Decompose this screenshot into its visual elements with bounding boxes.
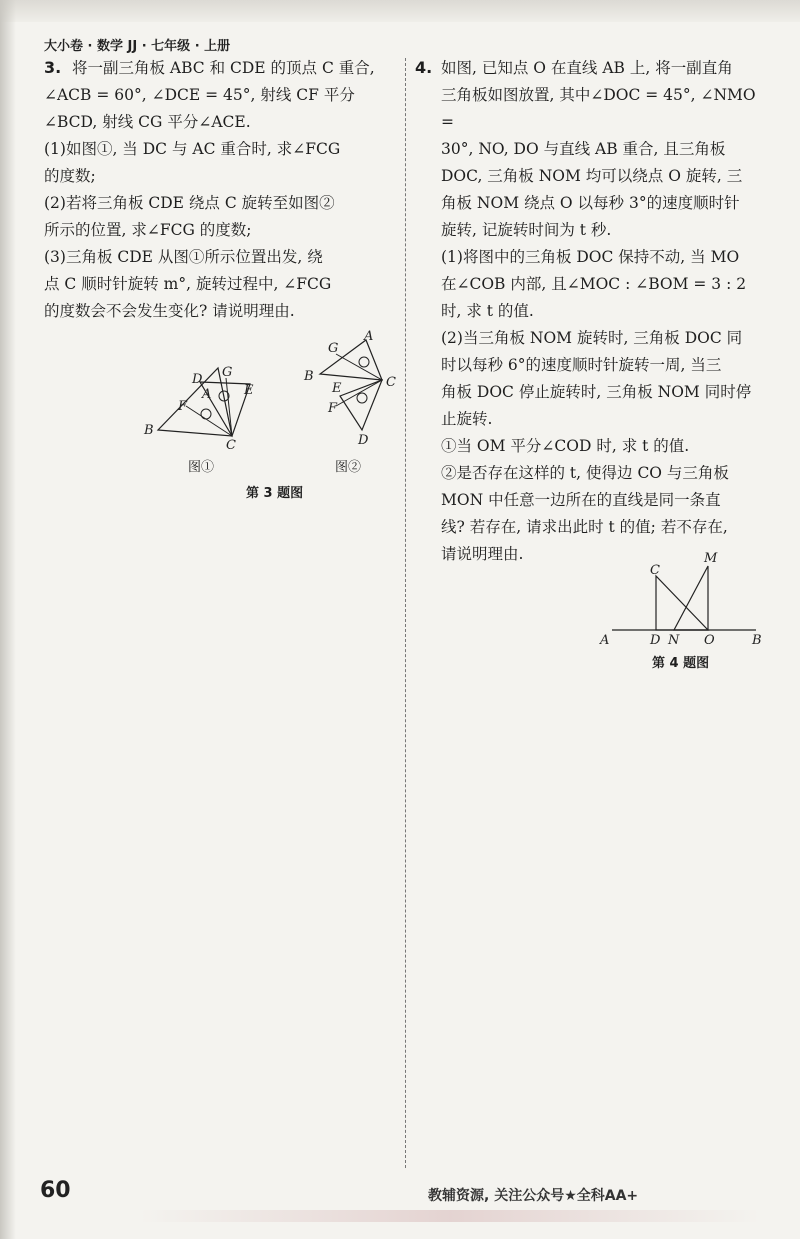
q3-figure-1 [140,358,270,450]
question-3-text [44,55,398,325]
q4-line: MON 中任意一边所在的直线是同一条直 [441,491,721,509]
scan-bottom-smudge [140,1210,760,1222]
point-label-g: G [222,365,233,380]
point-label-g: G [328,341,339,356]
figure-3-caption: 第 3 题图 [246,486,304,501]
q4-figure [596,548,771,648]
q3-line: 将一副三角板 ABC 和 CDE 的顶点 C 重合, [72,59,375,77]
running-header: 大小卷 · 数学 JJ · 七年级 · 上册 [44,39,231,54]
q4-line: (2)当三角板 NOM 旋转时, 三角板 DOC 同 [441,329,743,347]
point-label-f: F [178,399,188,414]
triangle-doc [656,576,708,630]
triangle-cde [340,380,382,430]
figure-4-caption: 第 4 题图 [652,656,710,671]
footer-note: 教辅资源, 关注公众号★全科AA+ [428,1188,639,1204]
q4-line: (1)将图中的三角板 DOC 保持不动, 当 MO [441,248,740,266]
column-divider [405,58,406,1168]
q4-line: 角板 DOC 停止旋转时, 三角板 NOM 同时停 [441,383,752,401]
q3-line: (1)如图①, 当 DC 与 AC 重合时, 求∠FCG [44,140,341,158]
point-label-f: F [328,401,338,416]
figure-2-label: 图② [335,460,362,475]
q3-line: (3)三角板 CDE 从图①所示位置出发, 绕 [44,248,323,266]
q4-line: 止旋转. [441,410,493,428]
scan-left-shadow [0,0,16,1239]
q4-line: 30°, NO, DO 与直线 AB 重合, 且三角板 [441,140,726,158]
q4-line: 请说明理由. [441,545,524,563]
question-4-number: 4. [415,58,433,77]
q3-figure-2 [300,330,410,452]
q4-line: 时, 求 t 的值. [441,302,534,320]
q3-line: 所示的位置, 求∠FCG 的度数; [44,221,252,239]
q4-line: 在∠COB 内部, 且∠MOC : ∠BOM = 3 : 2 [441,275,747,293]
point-label-d: D [650,633,661,648]
point-label-b: B [144,423,154,438]
q3-line: 的度数; [44,167,96,185]
question-3-number: 3. [44,58,62,77]
point-label-e: E [332,381,342,396]
q3-line: ∠ACB = 60°, ∠DCE = 45°, 射线 CF 平分 [44,86,355,104]
scan-top-edge [0,0,800,22]
q4-line: 时以每秒 6°的速度顺时针旋转一周, 当三 [441,356,722,374]
page-number: 60 [40,1178,71,1203]
hole-circle [359,357,369,367]
point-label-m: M [704,551,718,566]
q3-line: 点 C 顺时针旋转 m°, 旋转过程中, ∠FCG [44,275,332,293]
q4-line: 角板 NOM 绕点 O 以每秒 3°的速度顺时针 [441,194,740,212]
q4-line: 线? 若存在, 请求出此时 t 的值; 若不存在, [441,518,728,536]
point-label-n: N [668,633,680,648]
point-label-d: D [192,372,203,387]
point-label-d: D [358,433,369,448]
q4-line: ①当 OM 平分∠COD 时, 求 t 的值. [441,437,690,455]
point-label-c: C [226,438,236,450]
q4-line: DOC, 三角板 NOM 均可以绕点 O 旋转, 三 [441,167,743,185]
q4-line: 如图, 已知点 O 在直线 AB 上, 将一副直角 [441,59,733,77]
q3-line: ∠BCD, 射线 CG 平分∠ACE. [44,113,251,131]
point-label-a: A [202,387,212,402]
q3-line: (2)若将三角板 CDE 绕点 C 旋转至如图② [44,194,335,212]
point-label-a: A [600,633,610,648]
q4-line: 三角板如图放置, 其中∠DOC = 45°, ∠NMO = [441,86,756,131]
point-label-c: C [650,563,660,578]
q4-line: ②是否存在这样的 t, 使得边 CO 与三角板 [441,464,729,482]
point-label-b: B [304,369,314,384]
hole-circle [201,409,211,419]
point-label-e: E [244,383,254,398]
question-4-text [441,55,771,568]
figure-1-label: 图① [188,460,215,475]
q3-line: 的度数会不会发生变化? 请说明理由. [44,302,295,320]
point-label-o: O [704,633,715,648]
point-label-c: C [386,375,396,390]
triangle-nom [674,566,708,630]
point-label-b: B [752,633,762,648]
q4-line: 旋转, 记旋转时间为 t 秒. [441,221,612,239]
point-label-a: A [364,330,374,344]
hole-circle [357,393,367,403]
